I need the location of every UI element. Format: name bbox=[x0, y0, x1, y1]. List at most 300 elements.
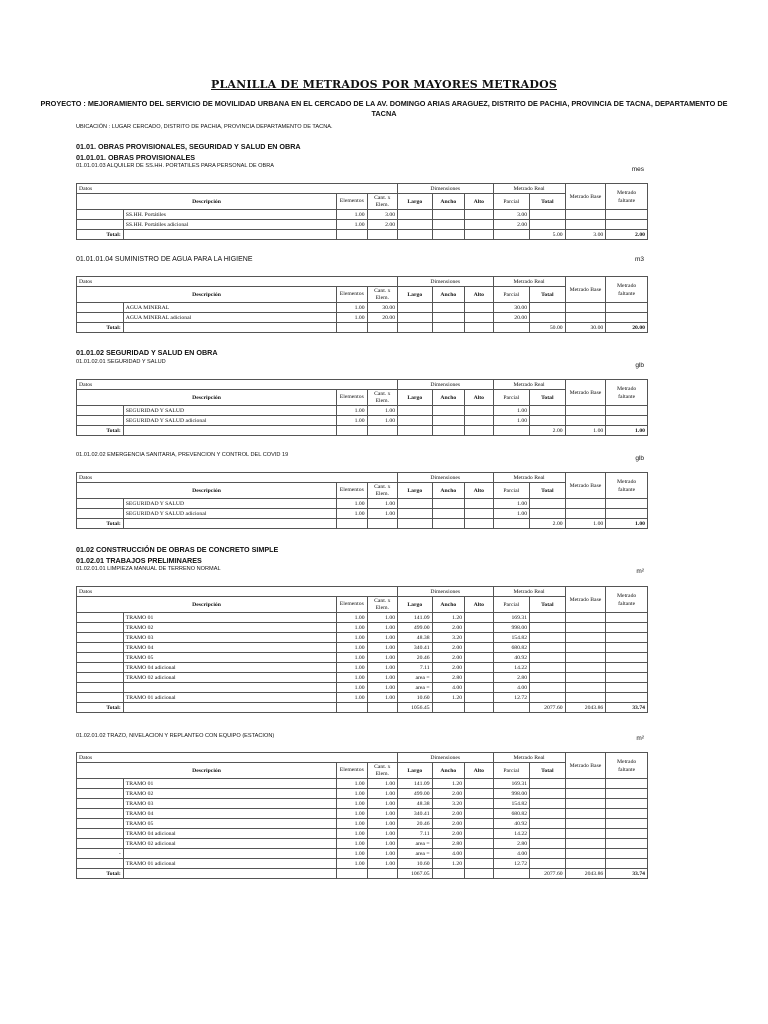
table-header-row bbox=[77, 277, 648, 287]
metrado-base-header: Metrado Base bbox=[565, 380, 606, 406]
row-marker bbox=[77, 673, 124, 683]
total-largo: 1067.05 bbox=[398, 869, 433, 879]
row-parcial: 998.00 bbox=[493, 623, 530, 633]
total-row bbox=[77, 323, 648, 333]
row-alto bbox=[465, 789, 493, 799]
ancho-header: Ancho bbox=[432, 194, 465, 210]
item-subtitle: 01.01.01.04 SUMINISTRO DE AGUA PARA LA HIGIENE bbox=[76, 256, 253, 263]
row-alto bbox=[465, 693, 493, 703]
row-parcial: 1.00 bbox=[493, 499, 530, 509]
alto-header: Alto bbox=[465, 390, 493, 406]
row-marker bbox=[77, 509, 124, 519]
row-faltante bbox=[606, 416, 648, 426]
row-alto bbox=[465, 313, 493, 323]
row-total bbox=[530, 623, 566, 633]
total-faltante: 1.00 bbox=[606, 519, 648, 529]
table-header-row bbox=[77, 763, 648, 779]
row-alto bbox=[465, 829, 493, 839]
row-cant-elem: 1.00 bbox=[367, 499, 398, 509]
row-largo bbox=[398, 416, 433, 426]
total-empty bbox=[493, 519, 530, 529]
row-ancho bbox=[432, 210, 465, 220]
metrado-table bbox=[76, 472, 648, 529]
row-largo bbox=[398, 313, 433, 323]
table-header-row bbox=[77, 473, 648, 483]
row-faltante bbox=[606, 643, 648, 653]
datos-header: Datos bbox=[77, 473, 398, 483]
row-ancho: 3.20 bbox=[432, 633, 465, 643]
table-row bbox=[77, 809, 648, 819]
table-row bbox=[77, 613, 648, 623]
row-largo: 340.41 bbox=[398, 809, 433, 819]
dimensiones-header: Dimensiones bbox=[398, 473, 493, 483]
total-label: Total: bbox=[77, 519, 124, 529]
row-alto bbox=[465, 799, 493, 809]
row-largo bbox=[398, 220, 433, 230]
row-marker bbox=[77, 663, 124, 673]
row-description: SEGURIDAD Y SALUD bbox=[123, 406, 336, 416]
row-description bbox=[123, 683, 336, 693]
row-elementos: 1.00 bbox=[337, 210, 367, 220]
row-base bbox=[565, 643, 606, 653]
total-value: 2.00 bbox=[530, 426, 566, 436]
row-parcial: 2.80 bbox=[493, 839, 530, 849]
row-parcial: 3.00 bbox=[493, 210, 530, 220]
total-header: Total bbox=[530, 483, 566, 499]
metrado-base-header: Metrado Base bbox=[565, 473, 606, 499]
row-marker bbox=[77, 499, 124, 509]
row-base bbox=[565, 859, 606, 869]
table-row bbox=[77, 789, 648, 799]
row-parcial: 154.82 bbox=[493, 633, 530, 643]
total-faltante: 33.74 bbox=[606, 869, 648, 879]
row-ancho: 2.00 bbox=[432, 809, 465, 819]
metrado-table bbox=[76, 586, 648, 713]
total-empty bbox=[432, 703, 465, 713]
row-base bbox=[565, 829, 606, 839]
row-alto bbox=[465, 210, 493, 220]
row-largo: 20.46 bbox=[398, 819, 433, 829]
row-description: TRAMO 02 adicional bbox=[123, 839, 336, 849]
total-value: 2.00 bbox=[530, 519, 566, 529]
row-cant-elem: 1.00 bbox=[367, 653, 398, 663]
metrado-real-header: Metrado Real bbox=[493, 277, 565, 287]
elementos-header: Elementos bbox=[337, 194, 367, 210]
row-parcial: 169.31 bbox=[493, 779, 530, 789]
row-parcial: 40.92 bbox=[493, 653, 530, 663]
total-empty bbox=[337, 323, 367, 333]
row-faltante bbox=[606, 509, 648, 519]
cant-elem-header: Cant. x Elem. bbox=[367, 597, 398, 613]
row-largo: 499.00 bbox=[398, 789, 433, 799]
row-faltante bbox=[606, 809, 648, 819]
row-largo: 141.09 bbox=[398, 779, 433, 789]
elementos-header: Elementos bbox=[337, 390, 367, 406]
metrado-faltante-header: Metrado faltante bbox=[606, 277, 648, 303]
row-cant-elem: 1.00 bbox=[367, 819, 398, 829]
dimensiones-header: Dimensiones bbox=[398, 277, 493, 287]
row-alto bbox=[465, 839, 493, 849]
row-largo: 10.60 bbox=[398, 859, 433, 869]
row-total bbox=[530, 416, 566, 426]
total-empty bbox=[367, 323, 398, 333]
row-description: TRAMO 02 bbox=[123, 789, 336, 799]
row-ancho: 2.00 bbox=[432, 663, 465, 673]
row-largo: area = bbox=[398, 673, 433, 683]
row-elementos: 1.00 bbox=[337, 779, 367, 789]
row-ancho bbox=[432, 406, 465, 416]
table-row bbox=[77, 313, 648, 323]
row-largo: 499.00 bbox=[398, 623, 433, 633]
row-faltante bbox=[606, 210, 648, 220]
row-cant-elem: 30.00 bbox=[367, 303, 398, 313]
row-total bbox=[530, 859, 566, 869]
row-total bbox=[530, 683, 566, 693]
table-row bbox=[77, 643, 648, 653]
ancho-header: Ancho bbox=[432, 483, 465, 499]
row-cant-elem: 1.00 bbox=[367, 633, 398, 643]
row-alto bbox=[465, 633, 493, 643]
cant-elem-header: Cant. x Elem. bbox=[367, 390, 398, 406]
row-cant-elem: 1.00 bbox=[367, 613, 398, 623]
row-description: TRAMO 01 adicional bbox=[123, 859, 336, 869]
total-faltante: 33.74 bbox=[606, 703, 648, 713]
row-alto bbox=[465, 653, 493, 663]
row-largo bbox=[398, 499, 433, 509]
row-largo bbox=[398, 406, 433, 416]
metrado-faltante-header: Metrado faltante bbox=[606, 587, 648, 613]
row-base bbox=[565, 799, 606, 809]
row-parcial: 4.00 bbox=[493, 849, 530, 859]
descripcion-header: Descripción bbox=[77, 483, 337, 499]
total-header: Total bbox=[530, 287, 566, 303]
row-cant-elem: 1.00 bbox=[367, 683, 398, 693]
datos-header: Datos bbox=[77, 184, 398, 194]
row-description: TRAMO 04 adicional bbox=[123, 829, 336, 839]
table-row bbox=[77, 849, 648, 859]
row-parcial: 4.00 bbox=[493, 683, 530, 693]
row-base bbox=[565, 849, 606, 859]
total-empty bbox=[337, 519, 367, 529]
row-parcial: 14.22 bbox=[493, 663, 530, 673]
row-largo bbox=[398, 303, 433, 313]
table-row bbox=[77, 509, 648, 519]
row-marker bbox=[77, 779, 124, 789]
row-base bbox=[565, 613, 606, 623]
row-base bbox=[565, 809, 606, 819]
row-largo: 7.11 bbox=[398, 663, 433, 673]
table-row bbox=[77, 220, 648, 230]
row-total bbox=[530, 693, 566, 703]
row-total bbox=[530, 509, 566, 519]
row-total bbox=[530, 849, 566, 859]
ancho-header: Ancho bbox=[432, 390, 465, 406]
dimensiones-header: Dimensiones bbox=[398, 184, 493, 194]
row-faltante bbox=[606, 779, 648, 789]
unit-label: mes bbox=[631, 166, 644, 173]
row-faltante bbox=[606, 799, 648, 809]
row-ancho: 2.80 bbox=[432, 839, 465, 849]
total-empty bbox=[367, 869, 398, 879]
alto-header: Alto bbox=[465, 483, 493, 499]
row-total bbox=[530, 613, 566, 623]
row-ancho: 4.00 bbox=[432, 683, 465, 693]
row-total bbox=[530, 819, 566, 829]
row-ancho bbox=[432, 313, 465, 323]
row-marker bbox=[77, 683, 124, 693]
row-alto bbox=[465, 406, 493, 416]
row-total bbox=[530, 303, 566, 313]
table-row bbox=[77, 839, 648, 849]
total-base: 2043.86 bbox=[565, 703, 606, 713]
cant-elem-header: Cant. x Elem. bbox=[367, 287, 398, 303]
table-header-row bbox=[77, 753, 648, 763]
row-alto bbox=[465, 416, 493, 426]
total-base: 3.00 bbox=[565, 230, 606, 240]
row-faltante bbox=[606, 859, 648, 869]
row-elementos: 1.00 bbox=[337, 839, 367, 849]
row-largo: 20.46 bbox=[398, 653, 433, 663]
table-header-row bbox=[77, 380, 648, 390]
cant-elem-header: Cant. x Elem. bbox=[367, 763, 398, 779]
total-empty bbox=[465, 426, 493, 436]
row-ancho bbox=[432, 416, 465, 426]
datos-header: Datos bbox=[77, 277, 398, 287]
metrado-faltante-header: Metrado faltante bbox=[606, 753, 648, 779]
parcial-header: Parcial bbox=[493, 390, 530, 406]
table-header-row bbox=[77, 597, 648, 613]
total-label: Total: bbox=[77, 426, 124, 436]
datos-header: Datos bbox=[77, 753, 398, 763]
row-faltante bbox=[606, 406, 648, 416]
row-description: SS.HH. Portátiles adicional bbox=[123, 220, 336, 230]
row-largo: 48.38 bbox=[398, 633, 433, 643]
largo-header: Largo bbox=[398, 287, 433, 303]
row-elementos: 1.00 bbox=[337, 859, 367, 869]
row-elementos: 1.00 bbox=[337, 416, 367, 426]
parcial-header: Parcial bbox=[493, 763, 530, 779]
unit-label: m3 bbox=[634, 256, 644, 263]
total-empty bbox=[123, 230, 336, 240]
table-header-row bbox=[77, 287, 648, 303]
table-row bbox=[77, 819, 648, 829]
row-alto bbox=[465, 220, 493, 230]
total-empty bbox=[493, 869, 530, 879]
row-largo: area = bbox=[398, 839, 433, 849]
row-total bbox=[530, 406, 566, 416]
row-elementos: 1.00 bbox=[337, 683, 367, 693]
total-empty bbox=[123, 519, 336, 529]
row-elementos: 1.00 bbox=[337, 406, 367, 416]
section-heading: 01.02 CONSTRUCCIÓN DE OBRAS DE CONCRETO SIMPLE bbox=[76, 545, 279, 554]
row-elementos: 1.00 bbox=[337, 220, 367, 230]
row-marker bbox=[77, 819, 124, 829]
total-empty bbox=[432, 519, 465, 529]
row-alto bbox=[465, 643, 493, 653]
row-largo: 141.09 bbox=[398, 613, 433, 623]
row-description: SS.HH. Portátiles bbox=[123, 210, 336, 220]
table-row bbox=[77, 210, 648, 220]
metrado-real-header: Metrado Real bbox=[493, 380, 565, 390]
total-empty bbox=[337, 869, 367, 879]
dimensiones-header: Dimensiones bbox=[398, 587, 493, 597]
table-row bbox=[77, 633, 648, 643]
row-description: AGUA MINERAL bbox=[123, 303, 336, 313]
row-alto bbox=[465, 849, 493, 859]
row-alto bbox=[465, 683, 493, 693]
row-ancho bbox=[432, 499, 465, 509]
total-empty bbox=[493, 426, 530, 436]
unit-label: glb bbox=[635, 362, 644, 369]
row-alto bbox=[465, 663, 493, 673]
total-faltante: 20.00 bbox=[606, 323, 648, 333]
row-faltante bbox=[606, 633, 648, 643]
row-base bbox=[565, 303, 606, 313]
row-marker bbox=[77, 613, 124, 623]
metrado-table bbox=[76, 183, 648, 240]
elementos-header: Elementos bbox=[337, 597, 367, 613]
row-total bbox=[530, 220, 566, 230]
row-cant-elem: 1.00 bbox=[367, 673, 398, 683]
row-total bbox=[530, 829, 566, 839]
row-faltante bbox=[606, 819, 648, 829]
row-cant-elem: 3.00 bbox=[367, 210, 398, 220]
metrado-faltante-header: Metrado faltante bbox=[606, 380, 648, 406]
row-alto bbox=[465, 499, 493, 509]
total-empty bbox=[493, 703, 530, 713]
row-faltante bbox=[606, 839, 648, 849]
row-base bbox=[565, 789, 606, 799]
elementos-header: Elementos bbox=[337, 287, 367, 303]
row-description: TRAMO 05 bbox=[123, 819, 336, 829]
row-elementos: 1.00 bbox=[337, 819, 367, 829]
row-parcial: 30.00 bbox=[493, 303, 530, 313]
descripcion-header: Descripción bbox=[77, 763, 337, 779]
section-heading: 01.01.01. OBRAS PROVISIONALES bbox=[76, 153, 196, 162]
table-row bbox=[77, 303, 648, 313]
row-cant-elem: 1.00 bbox=[367, 789, 398, 799]
row-faltante bbox=[606, 303, 648, 313]
row-alto bbox=[465, 623, 493, 633]
row-marker: - bbox=[77, 849, 124, 859]
row-alto bbox=[465, 673, 493, 683]
total-largo bbox=[398, 230, 433, 240]
table-header-row bbox=[77, 194, 648, 210]
row-marker bbox=[77, 623, 124, 633]
row-ancho: 3.20 bbox=[432, 799, 465, 809]
table-row bbox=[77, 683, 648, 693]
row-largo: 7.11 bbox=[398, 829, 433, 839]
row-base bbox=[565, 210, 606, 220]
row-parcial: 40.92 bbox=[493, 819, 530, 829]
row-marker bbox=[77, 829, 124, 839]
row-largo bbox=[398, 210, 433, 220]
row-faltante bbox=[606, 653, 648, 663]
table-header-row bbox=[77, 587, 648, 597]
row-total bbox=[530, 779, 566, 789]
row-alto bbox=[465, 809, 493, 819]
row-description: TRAMO 02 adicional bbox=[123, 673, 336, 683]
alto-header: Alto bbox=[465, 597, 493, 613]
metrado-base-header: Metrado Base bbox=[565, 753, 606, 779]
row-faltante bbox=[606, 220, 648, 230]
row-marker bbox=[77, 809, 124, 819]
largo-header: Largo bbox=[398, 390, 433, 406]
row-ancho: 1.20 bbox=[432, 859, 465, 869]
table-row bbox=[77, 406, 648, 416]
total-row bbox=[77, 519, 648, 529]
row-parcial: 680.82 bbox=[493, 809, 530, 819]
location-line: UBICACIÓN : LUGAR CERCADO, DISTRITO DE PACHIA, PROVINCIA DEPARTAMENTO DE TACNA. bbox=[76, 124, 333, 130]
total-value: 50.00 bbox=[530, 323, 566, 333]
table-row bbox=[77, 693, 648, 703]
row-alto bbox=[465, 613, 493, 623]
descripcion-header: Descripción bbox=[77, 287, 337, 303]
row-description: TRAMO 01 bbox=[123, 613, 336, 623]
row-cant-elem: 1.00 bbox=[367, 829, 398, 839]
row-base bbox=[565, 416, 606, 426]
metrado-real-header: Metrado Real bbox=[493, 184, 565, 194]
row-elementos: 1.00 bbox=[337, 643, 367, 653]
total-empty bbox=[465, 230, 493, 240]
row-total bbox=[530, 809, 566, 819]
row-alto bbox=[465, 303, 493, 313]
row-total bbox=[530, 789, 566, 799]
total-base: 30.00 bbox=[565, 323, 606, 333]
row-description: SEGURIDAD Y SALUD adicional bbox=[123, 416, 336, 426]
total-empty bbox=[337, 426, 367, 436]
unit-label: glb bbox=[635, 455, 644, 462]
ancho-header: Ancho bbox=[432, 287, 465, 303]
total-row bbox=[77, 869, 648, 879]
row-ancho: 1.20 bbox=[432, 779, 465, 789]
row-base bbox=[565, 220, 606, 230]
row-description: AGUA MINERAL adicional bbox=[123, 313, 336, 323]
descripcion-header: Descripción bbox=[77, 390, 337, 406]
alto-header: Alto bbox=[465, 194, 493, 210]
row-cant-elem: 1.00 bbox=[367, 799, 398, 809]
row-parcial: 2.80 bbox=[493, 673, 530, 683]
row-ancho: 1.20 bbox=[432, 693, 465, 703]
row-cant-elem: 1.00 bbox=[367, 623, 398, 633]
row-total bbox=[530, 653, 566, 663]
row-parcial: 12.72 bbox=[493, 693, 530, 703]
project-name: PROYECTO : MEJORAMIENTO DEL SERVICIO DE MOVILIDAD URBANA EN EL CERCADO DE LA AV. DOMINGO ARIAS ARAGUEZ, DISTRITO DE PACHIA, PROVINCIA DE TACNA, DEPARTAMENTO DE TACNA bbox=[40, 99, 728, 118]
row-cant-elem: 2.00 bbox=[367, 220, 398, 230]
row-faltante bbox=[606, 623, 648, 633]
row-marker bbox=[77, 693, 124, 703]
unit-label: m² bbox=[636, 568, 644, 575]
row-description: TRAMO 03 bbox=[123, 799, 336, 809]
row-base bbox=[565, 673, 606, 683]
total-base: 1.00 bbox=[565, 426, 606, 436]
dimensiones-header: Dimensiones bbox=[398, 753, 493, 763]
row-alto bbox=[465, 509, 493, 519]
descripcion-header: Descripción bbox=[77, 597, 337, 613]
row-faltante bbox=[606, 789, 648, 799]
item-subtitle: 01.02.01.02 TRAZO, NIVELACION Y REPLANTEO CON EQUIPO (ESTACION) bbox=[76, 733, 275, 739]
row-marker bbox=[77, 416, 124, 426]
total-empty bbox=[465, 323, 493, 333]
row-marker bbox=[77, 839, 124, 849]
row-faltante bbox=[606, 673, 648, 683]
row-description: SEGURIDAD Y SALUD adicional bbox=[123, 509, 336, 519]
row-total bbox=[530, 839, 566, 849]
item-subtitle: 01.01.02.02 EMERGENCIA SANITARIA, PREVENCION Y CONTROL DEL COVID 19 bbox=[76, 452, 289, 458]
table-header-row bbox=[77, 483, 648, 499]
row-elementos: 1.00 bbox=[337, 633, 367, 643]
table-row bbox=[77, 673, 648, 683]
